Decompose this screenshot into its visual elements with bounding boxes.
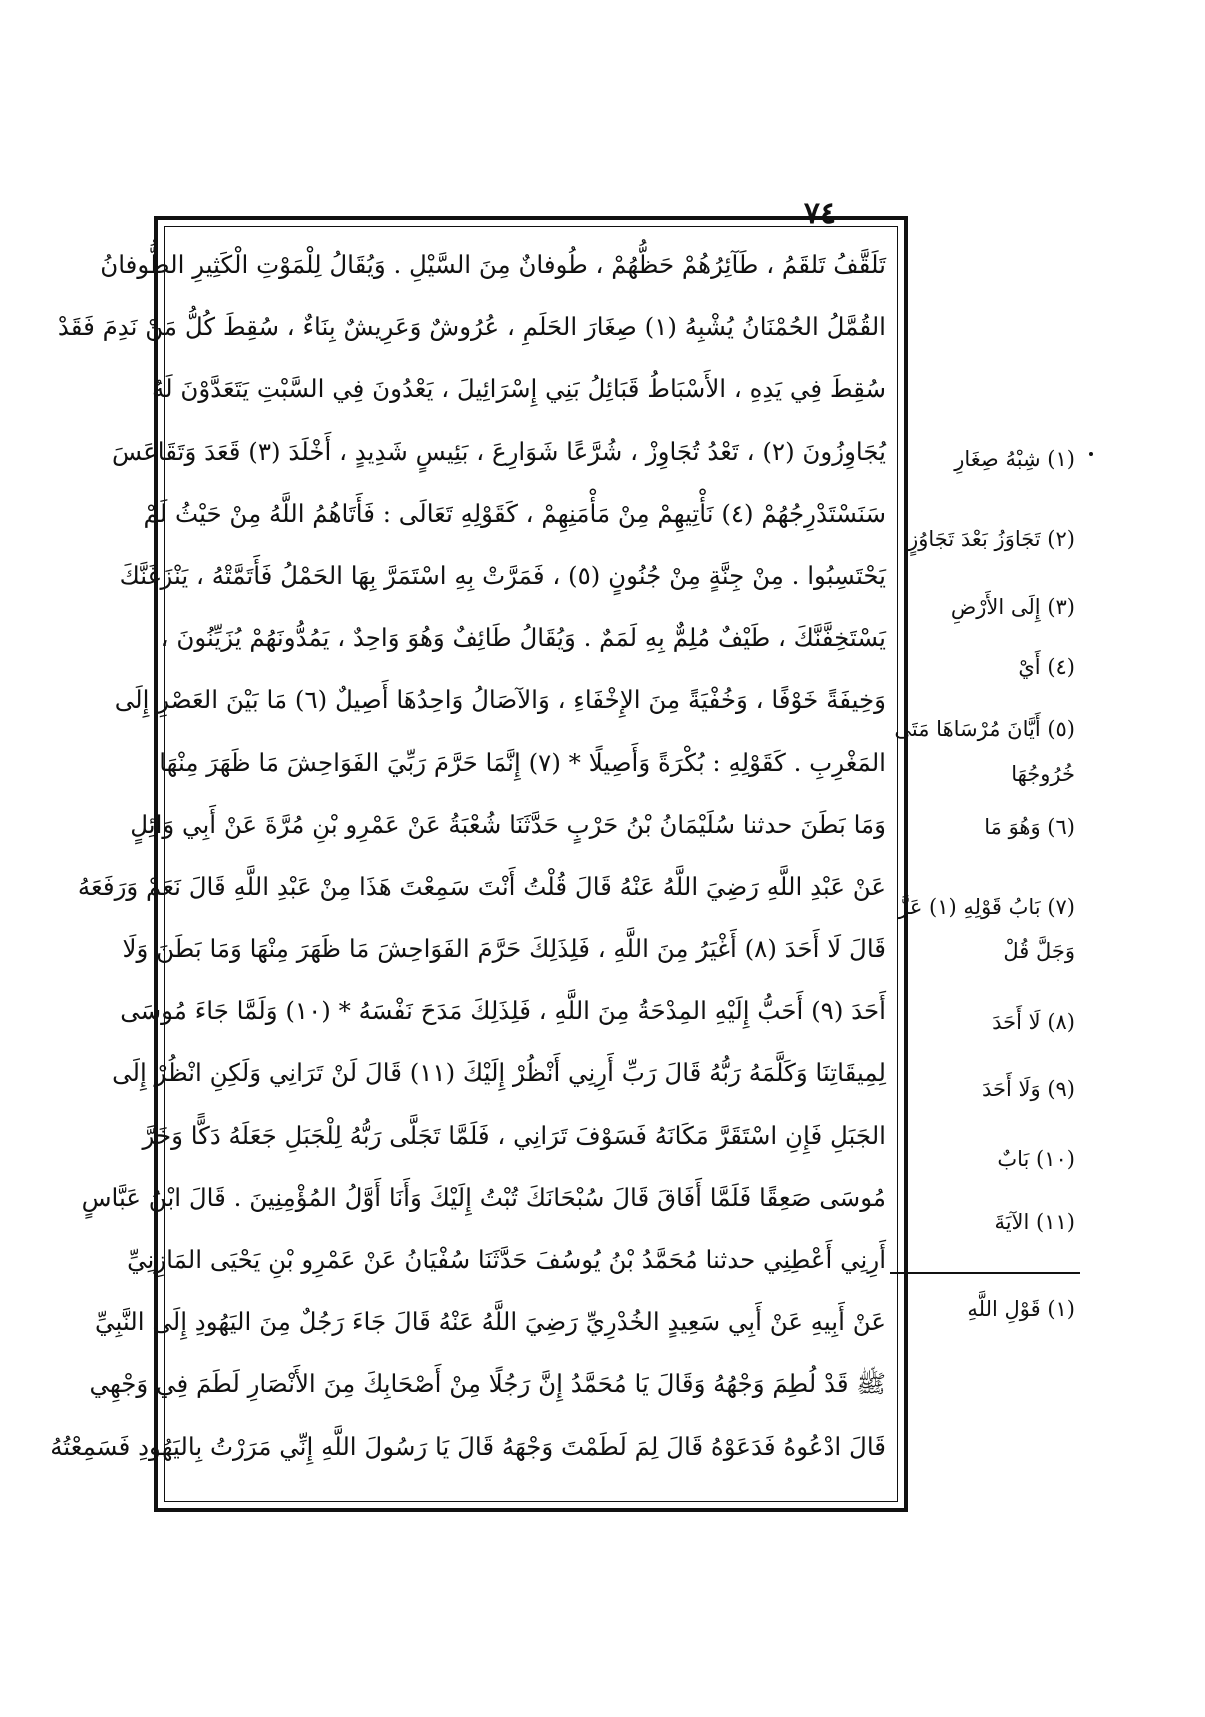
main-text — [50, 234, 886, 1478]
margin-note: (٥) أَيَّانَ مُرْسَاهَا مَتَى — [894, 717, 1075, 741]
margin-note: (٣) إِلَى الأَرْضِ — [950, 595, 1075, 619]
page-number: ٧٤ — [803, 196, 837, 231]
margin-note: (٦) وَهُوَ مَا — [984, 815, 1075, 839]
margin-note: (٨) لَا أَحَدَ — [992, 1010, 1075, 1034]
text-line: قَالَ ادْعُوهُ فَدَعَوْهُ قَالَ لِمَ لَطَمْتَ وَجْهَهُ قَالَ يَا رَسُولَ اللَّهِ إِنِّي مَرَرْتُ بِاليَهُودِ فَسَمِعْتُهُ — [50, 1431, 886, 1461]
text-line: قَالَ لَا أَحَدَ (٨) أَغْيَرُ مِنَ اللَّهِ ، فَلِذَلِكَ حَرَّمَ الفَوَاحِشَ مَا ظَهَرَ مِنْهَا وَمَا بَطَنَ وَلَا — [122, 934, 886, 964]
margin-note: (١) شِبْهُ صِغَارِ — [954, 447, 1075, 471]
text-frame — [50, 216, 908, 1512]
text-line: لِمِيقَاتِنَا وَكَلَّمَهُ رَبُّهُ قَالَ رَبِّ أَرِنِي أَنْظُرْ إِلَيْكَ (١١) قَالَ لَنْ تَرَانِي وَلَكِنِ انْظُرْ إِلَى — [112, 1058, 886, 1088]
margin-note: (٩) وَلَا أَحَدَ — [982, 1077, 1075, 1101]
text-line: وَخِيفَةً خَوْفًا ، وَخُفْيَةً مِنَ الإِخْفَاءِ ، وَالآصَالُ وَاحِدُهَا أَصِيلٌ (٦) مَا بَيْنَ العَصْرِ إِلَى — [114, 685, 886, 715]
footnote-separator — [890, 1272, 1080, 1274]
text-line: سُقِطَ فِي يَدِهِ ، الأَسْبَاطُ قَبَائِلُ بَنِي إِسْرَائِيلَ ، يَعْدُونَ فِي السَّبْتِ يَتَعَدَّوْنَ لَهُ — [151, 374, 886, 404]
text-line: عَنْ أَبِيهِ عَنْ أَبِي سَعِيدٍ الخُدْرِيِّ رَضِيَ اللَّهُ عَنْهُ قَالَ جَاءَ رَجُلٌ مِنَ اليَهُودِ إِلَى النَّبِيِّ — [95, 1307, 886, 1337]
text-line: يُجَاوِزُونَ (٢) ، تَعْدُ تُجَاوِزْ ، شُرَّعًا شَوَارِعَ ، بَئِيسٍ شَدِيدٍ ، أَخْلَدَ (٣) قَعَدَ وَتَقَاعَسَ — [111, 436, 886, 466]
margin-note: (٤) أَيْ — [1018, 655, 1075, 679]
margin-note: (١٠) بَابٌ — [997, 1147, 1075, 1171]
margin-note: (٢) تَجَاوَزُ بَعْدَ تَجَاوُزٍ — [908, 527, 1075, 551]
margin-dot — [1089, 452, 1093, 456]
text-line: أَرِنِي أَعْطِنِي حدثنا مُحَمَّدُ بْنُ يُوسُفَ حَدَّثَنَا سُفْيَانُ عَنْ عَمْرِو بْنِ يَحْيَى المَازِنِيِّ — [127, 1245, 886, 1274]
margin-note: (١١) الآيَةَ — [994, 1210, 1075, 1234]
text-line: القُمَّلُ الحُمْنَانُ يُشْبِهُ (١) صِغَارَ الحَلَمِ ، عُرُوشٌ وَعَرِيشٌ بِنَاءٌ ، سُقِطَ كُلُّ مَنْ نَدِمَ فَقَدْ — [57, 312, 886, 342]
text-line: يَسْتَخِفَّنَّكَ ، طَيْفٌ مُلِمٌّ بِهِ لَمَمٌ . وَيُقَالُ طَائِفٌ وَهُوَ وَاحِدٌ ، يَمُدُّونَهُمْ يُزَيِّنُونَ ، — [160, 623, 886, 653]
text-line: عَنْ عَبْدِ اللَّهِ رَضِيَ اللَّهُ عَنْهُ قَالَ قُلْتُ أَنْتَ سَمِعْتَ هَذَا مِنْ عَبْدِ اللَّهِ قَالَ نَعَمْ وَرَفَعَهُ — [77, 871, 886, 901]
margin-note: (٧) بَابُ قَوْلِهِ (١) عَزَّ — [898, 895, 1075, 919]
text-line: سَنَسْتَدْرِجُهُمْ (٤) نَأْتِيهِمْ مِنْ مَأْمَنِهِمْ ، كَقَوْلِهِ تَعَالَى : فَأَتَاهُمُ اللَّهُ مِنْ حَيْثُ لَمْ — [143, 498, 886, 528]
text-line: يَحْتَسِبُوا . مِنْ جِنَّةٍ مِنْ جُنُونٍ (٥) ، فَمَرَّتْ بِهِ اسْتَمَرَّ بِهَا الحَمْلُ فَأَتَمَّتْهُ ، يَنْزَغَنَّكَ — [119, 560, 886, 590]
text-line: أَحَدَ (٩) أَحَبُّ إِلَيْهِ المِدْحَةُ مِنَ اللَّهِ ، فَلِذَلِكَ مَدَحَ نَفْسَهُ * (١٠) وَلَمَّا جَاءَ مُوسَى — [120, 996, 886, 1026]
text-line: مُوسَى صَعِقًا فَلَمَّا أَفَاقَ قَالَ سُبْحَانَكَ تُبْتُ إِلَيْكَ وَأَنَا أَوَّلُ المُؤْمِنِينَ . قَالَ ابْنُ عَبَّاسٍ — [81, 1182, 886, 1212]
margin-note: وَجَلَّ قُلْ — [1003, 939, 1075, 963]
text-line: ﷺ قَدْ لُطِمَ وَجْهُهُ وَقَالَ يَا مُحَمَّدُ إِنَّ رَجُلًا مِنْ أَصْحَابِكَ مِنَ الأَنْصَارِ لَطَمَ فِي وَجْهِي — [89, 1369, 886, 1399]
text-line: الجَبَلِ فَإِنِ اسْتَقَرَّ مَكَانَهُ فَسَوْفَ تَرَانِي ، فَلَمَّا تَجَلَّى رَبُّهُ لِلْجَبَلِ جَعَلَهُ دَكًّا وَخَرَّ — [142, 1120, 886, 1150]
margin-note: خُرُوجُهَا — [1011, 762, 1075, 786]
text-line: المَغْرِبِ . كَقَوْلِهِ : بُكْرَةً وَأَصِيلًا * (٧) إِنَّمَا حَرَّمَ رَبِّيَ الفَوَاحِشَ مَا ظَهَرَ مِنْهَا — [159, 747, 886, 777]
text-line: تَلَقَّفُ تَلقَمُ ، طَآئِرُهُمْ حَظُّهُمْ ، طُوفانٌ مِنَ السَّيْلِ . وَيُقَالُ لِلْمَوْتِ الْكَثِيرِ الطُّوفانُ — [100, 250, 886, 279]
footnote: (١) قَوْلِ اللَّهِ — [967, 1297, 1075, 1321]
text-line: وَمَا بَطَنَ حدثنا سُلَيْمَانُ بْنُ حَرْبٍ حَدَّثَنَا شُعْبَةُ عَنْ عَمْرِو بْنِ مُرَّةَ عَنْ أَبِي وَائِلٍ — [130, 809, 886, 839]
